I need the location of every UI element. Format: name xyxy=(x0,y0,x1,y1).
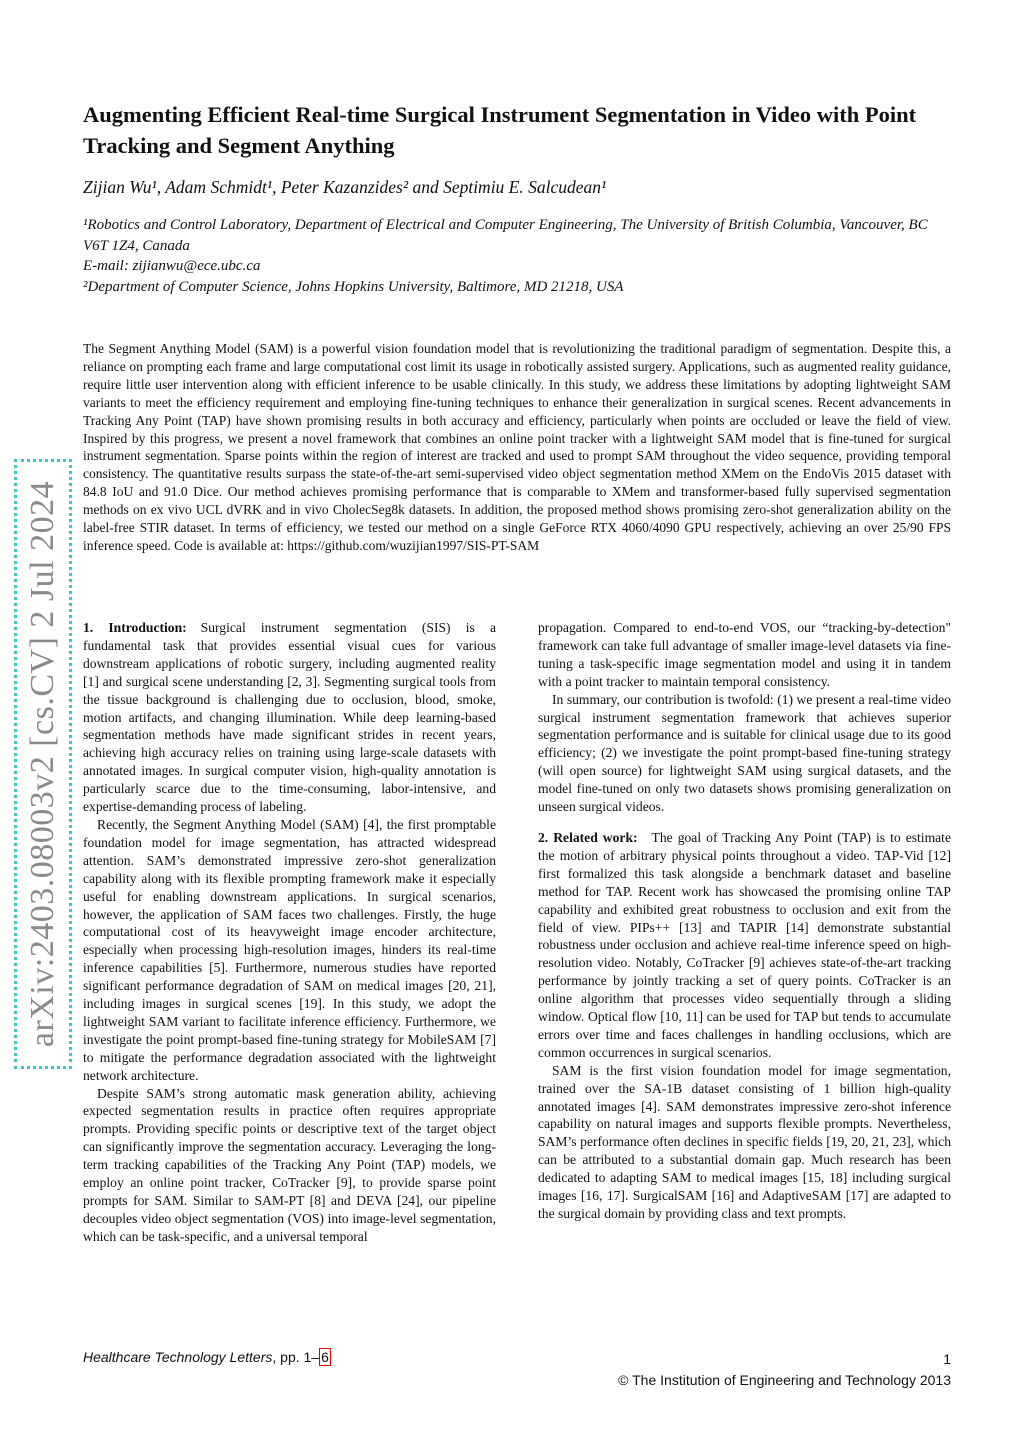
affiliation-1: ¹Robotics and Control Laboratory, Department of Electrical and Computer Engineering, The University of British Columbia, Vancouver, BC V6T 1Z4, Canada xyxy=(83,217,928,254)
paper-title: Augmenting Efficient Real-time Surgical Instrument Segmentation in Video with Point Tracking and Segment Anything xyxy=(83,102,917,158)
author-list: Zijian Wu¹, Adam Schmidt¹, Peter Kazanzides² and Septimiu E. Salcudean¹ xyxy=(83,177,607,197)
related-text-1: The goal of Tracking Any Point (TAP) is to estimate the motion of arbitrary physical points throughout a video. TAP-Vid [12] first formalized this task alongside a benchmark dataset and baseline method for TAP. Recent work has showcased the promising online TAP capability and exhibited great robustness to occlusion and exit from the field of view. PIPs++ [13] and TAPIR [14] demonstrate substantial robustness under occlusion and achieve real-time inference speed on high-resolution video. Notably, CoTracker [9] achieves state-of-the-art tracking performance by jointly tracking a set of query points. CoTracker is an online algorithm that processes video sequentially through a sliding window. Optical flow [10, 11] can be used for TAP but tends to accumulate errors over time and faces challenges in handling occlusions, which are common occurrences in surgical scenarios. xyxy=(538,829,951,1060)
page-number: 1 xyxy=(943,1351,951,1367)
related-paragraph-1 xyxy=(538,829,951,1062)
intro-paragraph-2: Recently, the Segment Anything Model (SAM) [4], the first promptable foundation model for image segmentation, has attracted widespread attention. SAM’s demonstrated impressive zero-shot generalization capability along with its flexible prompting framework make it especially useful for enabling downstream applications. In surgical scenarios, however, the application of SAM faces two challenges. Firstly, the huge computational cost of its heavyweight image encoder architecture, especially when processing high-resolution images, hinders its real-time inference capabilities [5]. Furthermore, numerous studies have reported significant performance degradation of SAM on medical images [20, 21], including images in surgical scenes [19]. In this study, we adopt the lightweight SAM variant to facilitate inference efficiency. Furthermore, we investigate the point prompt-based fine-tuning strategy for MobileSAM [7] to mitigate the performance degradation associated with the lightweight network architecture. xyxy=(83,816,496,1083)
right-column xyxy=(538,619,951,1223)
intro-paragraph-3: Despite SAM’s strong automatic mask generation ability, achieving expected segmentation results in practice often requires appropriate prompts. Providing specific points or descriptive text of the target object can significantly improve the segmentation accuracy. Leveraging the long-term tracking capabilities of the Tracking Any Point (TAP) models, we employ an online point tracker, CoTracker [9], to provide sparse point prompts for SAM. Similar to SAM-PT [8] and DEVA [24], our pipeline decouples video object segmentation (VOS) into image-level segmentation, which can be task-specific, and a universal temporal xyxy=(83,1085,496,1244)
left-column xyxy=(83,619,496,1246)
intro-heading: 1. Introduction: xyxy=(83,620,187,635)
abstract: The Segment Anything Model (SAM) is a powerful vision foundation model that is revolutionizing the traditional paradigm of segmentation. Despite this, a reliance on prompting each frame and large computational cost limit its usage in robotically assisted surgery. Applications, such as augmented reality guidance, require little user intervention along with efficient inference to be usable clinically. In this study, we address these limitations by adopting lightweight SAM variants to meet the efficiency requirement and employing fine-tuning techniques to enhance their generalization in surgical scenes. Recent advancements in Tracking Any Point (TAP) have shown promising results in both accuracy and efficiency, particularly when points are occluded or leave the field of view. Inspired by this progress, we present a novel framework that combines an online point tracker with a lightweight SAM model that is fine-tuned for surgical instrument segmentation. Sparse points within the region of interest are tracked and used to prompt SAM throughout the video sequence, providing temporal consistency. The quantitative results surpass the state-of-the-art semi-supervised video object segmentation method XMem on the EndoVis 2015 dataset with 84.8 IoU and 91.0 Dice. Our method achieves promising performance that is comparable to XMem and transformer-based fully supervised segmentation methods on ex vivo UCL dVRK and in vivo CholecSeg8k datasets. In addition, the proposed method shows promising zero-shot generalization ability on the label-free STIR dataset. In terms of efficiency, we tested our method on a single GeForce RTX 4060/4090 GPU respectively, achieving an over 25/90 FPS inference speed. Code is available at: https://github.com/wuzijian1997/SIS-PT-SAM xyxy=(83,341,951,553)
affiliation-2: ²Department of Computer Science, Johns Hopkins University, Baltimore, MD 21218, USA xyxy=(83,278,624,295)
footer-right xyxy=(618,1349,951,1391)
related-heading: 2. Related work: xyxy=(538,829,638,845)
journal-citation xyxy=(83,1349,331,1365)
copyright-notice: © The Institution of Engineering and Technology 2013 xyxy=(618,1372,951,1388)
intro-paragraph-4: propagation. Compared to end-to-end VOS, our “tracking-by-detection" framework can take full advantage of smaller image-level datasets via fine-tuning a task-specific image segmentation model and using it in tandem with a point tracker to maintain temporal consistency. xyxy=(538,620,951,689)
author-email: E-mail: zijianwu@ece.ubc.ca xyxy=(83,258,261,275)
journal-name: Healthcare Technology Letters xyxy=(83,1349,273,1365)
arxiv-identifier: arXiv:2403.08003v2 [cs.CV] 2 Jul 2024 xyxy=(14,459,72,1069)
affiliations xyxy=(83,215,955,297)
intro-paragraph-5: In summary, our contribution is twofold: (1) we present a real-time video surgical instrument segmentation framework that achieves superior segmentation performance and is suitable for clinical usage due to its good efficiency; (2) we investigate the point prompt-based fine-tuning strategy (will open source) for lightweight SAM using surgical datasets, and the model fine-tuned on only two datasets shows promising generalization on unseen surgical videos. xyxy=(538,691,951,815)
intro-paragraph-1 xyxy=(83,619,496,816)
pages-prefix: , pp. 1– xyxy=(272,1349,320,1365)
related-paragraph-2: SAM is the first vision foundation model for image segmentation, trained over the SA-1B dataset consisting of 1 billion high-quality annotated images [4]. SAM demonstrates impressive zero-shot inference capability on natural images and supports flexible prompts. Nevertheless, SAM’s performance often declines in specific fields [19, 20, 21, 23], which can be attributed to a substantial domain gap. Much research has been dedicated to adapting SAM to medical images [15, 18] including surgical images [16, 17]. SurgicalSAM [16] and AdaptiveSAM [17] are adapted to the surgical domain by providing class and text prompts. xyxy=(538,1062,951,1221)
intro-text-1: Surgical instrument segmentation (SIS) is a fundamental task that provides essential visual cues for various downstream applications of robotic surgery, including augmented reality [1] and surgical scene understanding [2, 3]. Segmenting surgical tools from the tissue background is challenging due to occlusion, blood, smoke, motion artifacts, and changing illumination. While deep learning-based segmentation methods have made significant strides in recent years, achieving high accuracy relies on training using large-scale datasets with annotated images. In surgical computer vision, high-quality annotation is particularly scarce due to the time-consuming, labor-intensive, and expertise-demanding process of labeling. xyxy=(83,620,496,815)
last-page-link[interactable]: 6 xyxy=(321,1349,329,1365)
